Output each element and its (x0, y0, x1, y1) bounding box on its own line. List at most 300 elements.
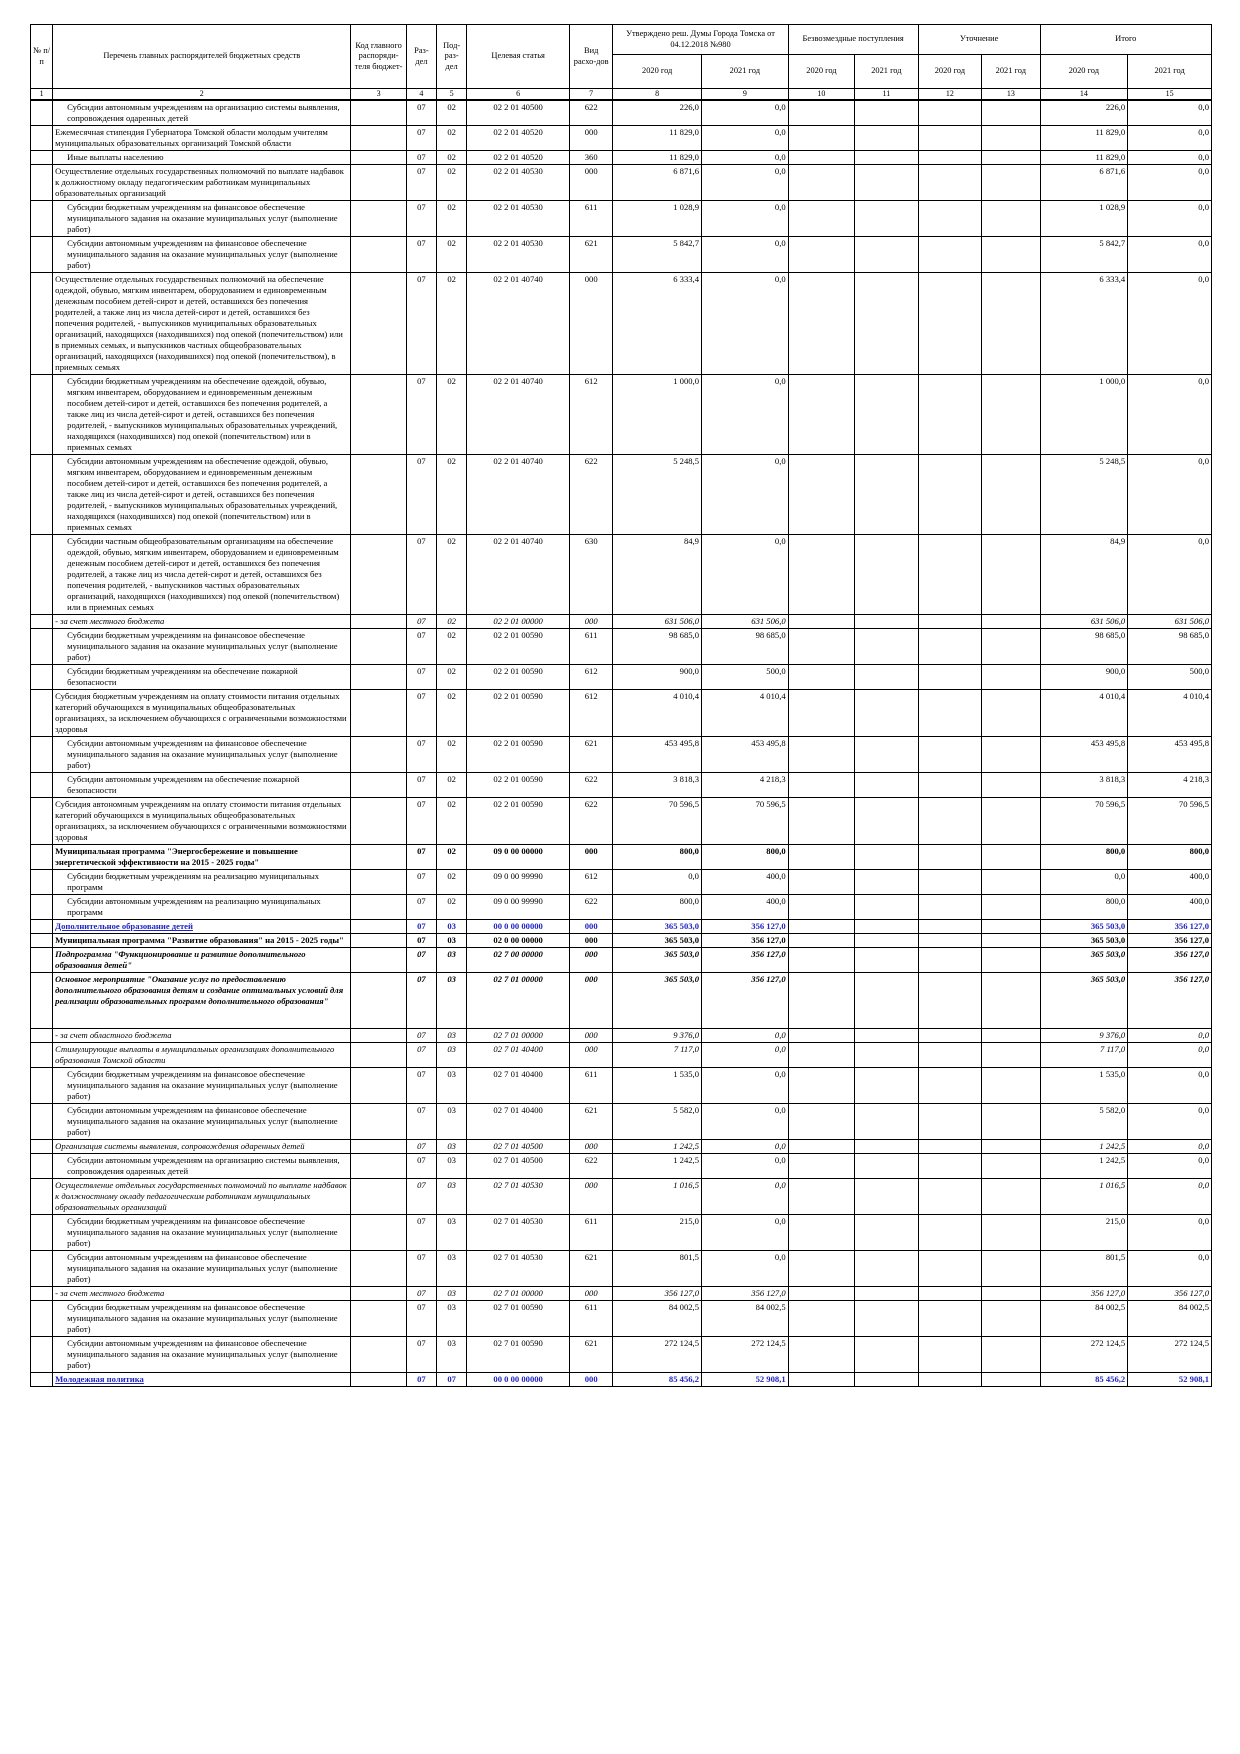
cell-vid: 622 (570, 773, 613, 798)
cell-approved-2021: 0,0 (701, 165, 788, 201)
cell-vid: 622 (570, 1154, 613, 1179)
cell-total-2020: 1 000,0 (1040, 375, 1128, 455)
header-year: 2020 год (613, 55, 702, 89)
cell-razdel: 07 (406, 165, 436, 201)
cell-total-2020: 1 016,5 (1040, 1179, 1128, 1215)
cell-free-2020 (788, 973, 855, 1029)
cell-podrazdel: 02 (437, 455, 467, 535)
cell-total-2020: 0,0 (1040, 870, 1128, 895)
cell-approved-2020: 4 010,4 (613, 690, 702, 737)
cell-approved-2020: 631 506,0 (613, 615, 702, 629)
table-row (31, 126, 1212, 151)
cell-total-2021: 0,0 (1128, 1104, 1212, 1140)
cell-name: Субсидии автономным учреждениям на финансовое обеспечение муниципального задания на оказание муниципальных услуг (выполнение работ) (53, 1104, 351, 1140)
cell-vid: 000 (570, 973, 613, 1029)
cell-total-2020: 5 248,5 (1040, 455, 1128, 535)
cell-total-2021: 52 908,1 (1128, 1373, 1212, 1387)
cell-approved-2021: 272 124,5 (701, 1337, 788, 1373)
cell-free-2021 (855, 629, 918, 665)
cell-num (31, 615, 53, 629)
cell-total-2021: 356 127,0 (1128, 973, 1212, 1029)
cell-num (31, 773, 53, 798)
cell-podrazdel: 03 (437, 1104, 467, 1140)
cell-clarify-2021 (982, 845, 1040, 870)
column-number: 11 (855, 89, 918, 101)
table-row (31, 737, 1212, 773)
cell-vid: 000 (570, 1287, 613, 1301)
cell-target: 02 7 01 40500 (467, 1140, 570, 1154)
cell-free-2020 (788, 920, 855, 934)
cell-name: Субсидии бюджетным учреждениям на финансовое обеспечение муниципального задания на оказание муниципальных услуг (выполнение работ) (53, 1301, 351, 1337)
cell-code (351, 1104, 406, 1140)
cell-target: 02 7 01 00000 (467, 973, 570, 1029)
cell-free-2021 (855, 1301, 918, 1337)
cell-approved-2021: 0,0 (701, 1215, 788, 1251)
cell-approved-2020: 1 242,5 (613, 1154, 702, 1179)
cell-free-2020 (788, 690, 855, 737)
table-row (31, 455, 1212, 535)
section-title: Дополнительное образование детей (55, 921, 193, 931)
cell-target: 00 0 00 00000 (467, 920, 570, 934)
cell-approved-2021: 453 495,8 (701, 737, 788, 773)
cell-num (31, 1043, 53, 1068)
cell-free-2021 (855, 870, 918, 895)
cell-num (31, 1140, 53, 1154)
cell-approved-2021: 0,0 (701, 100, 788, 126)
cell-clarify-2020 (918, 798, 981, 845)
cell-approved-2020: 84 002,5 (613, 1301, 702, 1337)
cell-approved-2021: 356 127,0 (701, 934, 788, 948)
cell-free-2020 (788, 948, 855, 973)
cell-target: 02 2 01 00590 (467, 773, 570, 798)
cell-approved-2020: 1 535,0 (613, 1068, 702, 1104)
cell-name: Субсидии автономным учреждениям на финансовое обеспечение муниципального задания на оказание муниципальных услуг (выполнение работ) (53, 237, 351, 273)
cell-total-2020: 900,0 (1040, 665, 1128, 690)
cell-approved-2020: 800,0 (613, 895, 702, 920)
cell-free-2020 (788, 1301, 855, 1337)
cell-free-2021 (855, 690, 918, 737)
cell-razdel: 07 (406, 237, 436, 273)
cell-clarify-2021 (982, 773, 1040, 798)
cell-clarify-2020 (918, 1154, 981, 1179)
cell-vid: 622 (570, 100, 613, 126)
cell-razdel: 07 (406, 1029, 436, 1043)
cell-razdel: 07 (406, 126, 436, 151)
cell-razdel: 07 (406, 535, 436, 615)
header-year: 2020 год (788, 55, 855, 89)
table-row (31, 1373, 1212, 1387)
cell-approved-2021: 356 127,0 (701, 1287, 788, 1301)
cell-num (31, 126, 53, 151)
header-year: 2020 год (1040, 55, 1128, 89)
cell-target: 02 2 01 00590 (467, 690, 570, 737)
cell-approved-2021: 0,0 (701, 535, 788, 615)
cell-approved-2021: 0,0 (701, 1154, 788, 1179)
table-row (31, 165, 1212, 201)
cell-num (31, 973, 53, 1029)
cell-total-2020: 6 871,6 (1040, 165, 1128, 201)
cell-free-2021 (855, 1251, 918, 1287)
cell-clarify-2020 (918, 535, 981, 615)
cell-free-2020 (788, 1140, 855, 1154)
cell-razdel: 07 (406, 273, 436, 375)
cell-free-2020 (788, 1373, 855, 1387)
cell-free-2021 (855, 665, 918, 690)
cell-approved-2021: 0,0 (701, 273, 788, 375)
cell-clarify-2020 (918, 948, 981, 973)
cell-total-2021: 400,0 (1128, 870, 1212, 895)
cell-target: 02 2 01 00000 (467, 615, 570, 629)
header-podrazdel: Под-раз-дел (437, 25, 467, 89)
cell-free-2020 (788, 1251, 855, 1287)
cell-code (351, 629, 406, 665)
cell-clarify-2021 (982, 273, 1040, 375)
cell-clarify-2021 (982, 665, 1040, 690)
cell-clarify-2021 (982, 1043, 1040, 1068)
cell-total-2020: 85 456,2 (1040, 1373, 1128, 1387)
cell-clarify-2021 (982, 126, 1040, 151)
column-number: 7 (570, 89, 613, 101)
cell-target: 02 7 01 00000 (467, 1029, 570, 1043)
cell-vid: 000 (570, 615, 613, 629)
cell-target: 02 7 01 40400 (467, 1068, 570, 1104)
cell-total-2020: 7 117,0 (1040, 1043, 1128, 1068)
cell-name: Подпрограмма "Функционирование и развитие дополнительного образования детей" (53, 948, 351, 973)
cell-name: Основное мероприятие "Оказание услуг по предоставлению дополнительного образования детям и создание оптимальных условий для реализации образовательных программ дополнительного образования" (53, 973, 351, 1029)
cell-code (351, 948, 406, 973)
cell-num (31, 375, 53, 455)
cell-name: Субсидии бюджетным учреждениям на финансовое обеспечение муниципального задания на оказание муниципальных услуг (выполнение работ) (53, 629, 351, 665)
budget-table (30, 24, 1212, 1387)
cell-target: 02 2 01 40530 (467, 201, 570, 237)
table-row (31, 237, 1212, 273)
cell-podrazdel: 02 (437, 690, 467, 737)
cell-podrazdel: 02 (437, 201, 467, 237)
cell-total-2021: 0,0 (1128, 1068, 1212, 1104)
cell-free-2020 (788, 870, 855, 895)
cell-approved-2021: 0,0 (701, 1104, 788, 1140)
cell-podrazdel: 02 (437, 870, 467, 895)
cell-razdel: 07 (406, 1068, 436, 1104)
cell-approved-2020: 272 124,5 (613, 1337, 702, 1373)
cell-code (351, 100, 406, 126)
cell-vid: 612 (570, 665, 613, 690)
cell-free-2021 (855, 1104, 918, 1140)
cell-approved-2020: 0,0 (613, 870, 702, 895)
cell-free-2021 (855, 237, 918, 273)
cell-total-2021: 631 506,0 (1128, 615, 1212, 629)
cell-name: Субсидия автономным учреждениям на оплату стоимости питания отдельных категорий обучающихся в муниципальных общеобразовательных организациях, за исключением обучающихся с ограниченными возможностями здоровья (53, 798, 351, 845)
cell-target: 02 2 01 40530 (467, 165, 570, 201)
cell-clarify-2021 (982, 1215, 1040, 1251)
cell-approved-2020: 365 503,0 (613, 973, 702, 1029)
table-row (31, 375, 1212, 455)
cell-code (351, 973, 406, 1029)
cell-approved-2020: 801,5 (613, 1251, 702, 1287)
cell-free-2020 (788, 934, 855, 948)
cell-podrazdel: 03 (437, 1029, 467, 1043)
cell-code (351, 237, 406, 273)
cell-code (351, 1140, 406, 1154)
cell-name: Стимулирующие выплаты в муниципальных организациях дополнительного образования Томской области (53, 1043, 351, 1068)
cell-num (31, 798, 53, 845)
cell-target: 02 7 01 40400 (467, 1043, 570, 1068)
cell-clarify-2020 (918, 737, 981, 773)
cell-total-2020: 356 127,0 (1040, 1287, 1128, 1301)
cell-free-2020 (788, 1287, 855, 1301)
cell-target: 02 2 01 40520 (467, 126, 570, 151)
cell-podrazdel: 03 (437, 1215, 467, 1251)
cell-target: 02 7 01 40500 (467, 1154, 570, 1179)
cell-razdel: 07 (406, 973, 436, 1029)
cell-clarify-2020 (918, 895, 981, 920)
cell-vid: 000 (570, 1179, 613, 1215)
table-body (31, 100, 1212, 1387)
cell-target: 02 7 01 40530 (467, 1251, 570, 1287)
cell-name: Ежемесячная стипендия Губернатора Томской области молодым учителям муниципальных образовательных организаций Томской области (53, 126, 351, 151)
cell-approved-2021: 800,0 (701, 845, 788, 870)
cell-free-2020 (788, 100, 855, 126)
cell-approved-2021: 631 506,0 (701, 615, 788, 629)
cell-name: Муниципальная программа "Энергосбережение и повышение энергетической эффективности на 2015 - 2025 годы" (53, 845, 351, 870)
cell-free-2021 (855, 973, 918, 1029)
cell-num (31, 1029, 53, 1043)
cell-target: 02 7 01 40530 (467, 1215, 570, 1251)
cell-target: 02 7 01 00590 (467, 1337, 570, 1373)
cell-target: 02 2 01 40740 (467, 455, 570, 535)
cell-free-2020 (788, 201, 855, 237)
column-number: 6 (467, 89, 570, 101)
cell-code (351, 1373, 406, 1387)
cell-razdel: 07 (406, 895, 436, 920)
cell-approved-2021: 0,0 (701, 1068, 788, 1104)
cell-target: 09 0 00 99990 (467, 895, 570, 920)
cell-free-2021 (855, 535, 918, 615)
budget-table-sheet (30, 24, 1212, 1387)
cell-podrazdel: 03 (437, 920, 467, 934)
cell-target: 02 2 01 00590 (467, 798, 570, 845)
cell-total-2020: 3 818,3 (1040, 773, 1128, 798)
cell-clarify-2021 (982, 737, 1040, 773)
cell-approved-2021: 52 908,1 (701, 1373, 788, 1387)
header-razdel: Раз-дел (406, 25, 436, 89)
cell-free-2020 (788, 1068, 855, 1104)
cell-clarify-2020 (918, 1373, 981, 1387)
cell-total-2020: 1 535,0 (1040, 1068, 1128, 1104)
cell-razdel: 07 (406, 1251, 436, 1287)
cell-total-2020: 84,9 (1040, 535, 1128, 615)
cell-free-2021 (855, 1068, 918, 1104)
cell-podrazdel: 02 (437, 273, 467, 375)
cell-free-2021 (855, 1215, 918, 1251)
cell-code (351, 1287, 406, 1301)
cell-podrazdel: 02 (437, 737, 467, 773)
cell-free-2020 (788, 798, 855, 845)
cell-vid: 000 (570, 126, 613, 151)
cell-approved-2020: 70 596,5 (613, 798, 702, 845)
cell-target: 02 0 00 00000 (467, 934, 570, 948)
cell-code (351, 1301, 406, 1337)
cell-total-2020: 631 506,0 (1040, 615, 1128, 629)
cell-free-2021 (855, 934, 918, 948)
cell-vid: 621 (570, 1251, 613, 1287)
cell-clarify-2020 (918, 237, 981, 273)
cell-podrazdel: 03 (437, 1179, 467, 1215)
cell-approved-2021: 98 685,0 (701, 629, 788, 665)
cell-code (351, 1068, 406, 1104)
cell-num (31, 1179, 53, 1215)
table-row (31, 615, 1212, 629)
column-number: 10 (788, 89, 855, 101)
cell-num (31, 201, 53, 237)
cell-code (351, 1043, 406, 1068)
cell-vid: 000 (570, 1140, 613, 1154)
cell-podrazdel: 03 (437, 1301, 467, 1337)
cell-clarify-2020 (918, 629, 981, 665)
cell-approved-2020: 1 016,5 (613, 1179, 702, 1215)
cell-free-2020 (788, 455, 855, 535)
cell-razdel: 07 (406, 1287, 436, 1301)
cell-total-2020: 11 829,0 (1040, 126, 1128, 151)
cell-name: Субсидии автономным учреждениям на финансовое обеспечение муниципального задания на оказание муниципальных услуг (выполнение работ) (53, 1251, 351, 1287)
cell-name: Субсидии автономным учреждениям на организацию системы выявления, сопровождения одаренных детей (53, 1154, 351, 1179)
cell-total-2020: 365 503,0 (1040, 920, 1128, 934)
cell-podrazdel: 03 (437, 934, 467, 948)
cell-free-2021 (855, 737, 918, 773)
table-row (31, 870, 1212, 895)
cell-clarify-2020 (918, 845, 981, 870)
cell-vid: 622 (570, 798, 613, 845)
cell-podrazdel: 02 (437, 100, 467, 126)
cell-total-2020: 365 503,0 (1040, 934, 1128, 948)
column-number: 3 (351, 89, 406, 101)
cell-num (31, 151, 53, 165)
cell-code (351, 895, 406, 920)
cell-num (31, 1215, 53, 1251)
table-row (31, 1337, 1212, 1373)
cell-num (31, 1373, 53, 1387)
cell-total-2021: 356 127,0 (1128, 920, 1212, 934)
cell-approved-2020: 365 503,0 (613, 920, 702, 934)
cell-name: Субсидии автономным учреждениям на обеспечение пожарной безопасности (53, 773, 351, 798)
cell-podrazdel: 03 (437, 1337, 467, 1373)
cell-approved-2021: 0,0 (701, 1179, 788, 1215)
cell-target: 00 0 00 00000 (467, 1373, 570, 1387)
cell-total-2020: 5 842,7 (1040, 237, 1128, 273)
cell-approved-2020: 98 685,0 (613, 629, 702, 665)
cell-free-2021 (855, 151, 918, 165)
cell-target: 02 7 00 00000 (467, 948, 570, 973)
cell-podrazdel: 02 (437, 165, 467, 201)
cell-code (351, 690, 406, 737)
cell-clarify-2021 (982, 798, 1040, 845)
cell-clarify-2020 (918, 1140, 981, 1154)
cell-total-2020: 1 242,5 (1040, 1140, 1128, 1154)
cell-total-2021: 356 127,0 (1128, 1287, 1212, 1301)
cell-num (31, 629, 53, 665)
cell-total-2021: 0,0 (1128, 1029, 1212, 1043)
cell-code (351, 1337, 406, 1373)
cell-clarify-2020 (918, 126, 981, 151)
header-year: 2020 год (918, 55, 981, 89)
cell-approved-2020: 900,0 (613, 665, 702, 690)
cell-podrazdel: 02 (437, 237, 467, 273)
cell-free-2021 (855, 1154, 918, 1179)
cell-free-2020 (788, 375, 855, 455)
cell-num (31, 1154, 53, 1179)
cell-free-2021 (855, 1029, 918, 1043)
cell-total-2021: 356 127,0 (1128, 948, 1212, 973)
table-row (31, 798, 1212, 845)
cell-razdel: 07 (406, 737, 436, 773)
column-number: 5 (437, 89, 467, 101)
table-row (31, 1154, 1212, 1179)
cell-clarify-2021 (982, 920, 1040, 934)
cell-free-2021 (855, 1373, 918, 1387)
cell-clarify-2020 (918, 1215, 981, 1251)
cell-vid: 000 (570, 845, 613, 870)
cell-razdel: 07 (406, 1179, 436, 1215)
cell-free-2021 (855, 126, 918, 151)
cell-vid: 612 (570, 690, 613, 737)
cell-name: Субсидии бюджетным учреждениям на реализацию муниципальных программ (53, 870, 351, 895)
cell-approved-2020: 800,0 (613, 845, 702, 870)
table-row (31, 1179, 1212, 1215)
cell-name: Субсидии автономным учреждениям на обеспечение одеждой, обувью, мягким инвентарем, оборудованием и единовременным денежным пособием детей-сирот и детей, оставшихся без попечения родителей, а также лиц из числа детей-сирот и детей, оставшихся без попечения родителей, - выпускников муниципальных образовательных учреждений, находящихся (находившихся) под опекой (попечительством) или в приемных семьях (53, 455, 351, 535)
cell-clarify-2021 (982, 934, 1040, 948)
cell-total-2020: 801,5 (1040, 1251, 1128, 1287)
column-number: 9 (701, 89, 788, 101)
column-number: 8 (613, 89, 702, 101)
cell-name: Организация системы выявления, сопровождения одаренных детей (53, 1140, 351, 1154)
cell-clarify-2020 (918, 665, 981, 690)
cell-num (31, 845, 53, 870)
column-number: 2 (53, 89, 351, 101)
cell-clarify-2021 (982, 201, 1040, 237)
cell-target: 02 2 01 40520 (467, 151, 570, 165)
cell-approved-2021: 0,0 (701, 201, 788, 237)
table-row (31, 1287, 1212, 1301)
cell-approved-2020: 1 028,9 (613, 201, 702, 237)
cell-total-2020: 98 685,0 (1040, 629, 1128, 665)
cell-clarify-2020 (918, 165, 981, 201)
cell-total-2021: 0,0 (1128, 100, 1212, 126)
cell-total-2021: 272 124,5 (1128, 1337, 1212, 1373)
cell-podrazdel: 02 (437, 151, 467, 165)
cell-total-2020: 365 503,0 (1040, 948, 1128, 973)
cell-total-2020: 11 829,0 (1040, 151, 1128, 165)
cell-free-2020 (788, 237, 855, 273)
cell-free-2021 (855, 615, 918, 629)
cell-name (53, 920, 351, 934)
cell-razdel: 07 (406, 665, 436, 690)
cell-free-2020 (788, 1029, 855, 1043)
cell-razdel: 07 (406, 1215, 436, 1251)
cell-approved-2021: 0,0 (701, 1251, 788, 1287)
column-number: 4 (406, 89, 436, 101)
cell-approved-2020: 5 248,5 (613, 455, 702, 535)
table-row (31, 1068, 1212, 1104)
cell-free-2020 (788, 165, 855, 201)
cell-free-2020 (788, 1154, 855, 1179)
cell-clarify-2021 (982, 455, 1040, 535)
cell-approved-2020: 6 333,4 (613, 273, 702, 375)
cell-total-2021: 0,0 (1128, 1215, 1212, 1251)
cell-total-2020: 84 002,5 (1040, 1301, 1128, 1337)
cell-free-2021 (855, 1179, 918, 1215)
cell-approved-2021: 0,0 (701, 151, 788, 165)
header-year: 2021 год (701, 55, 788, 89)
